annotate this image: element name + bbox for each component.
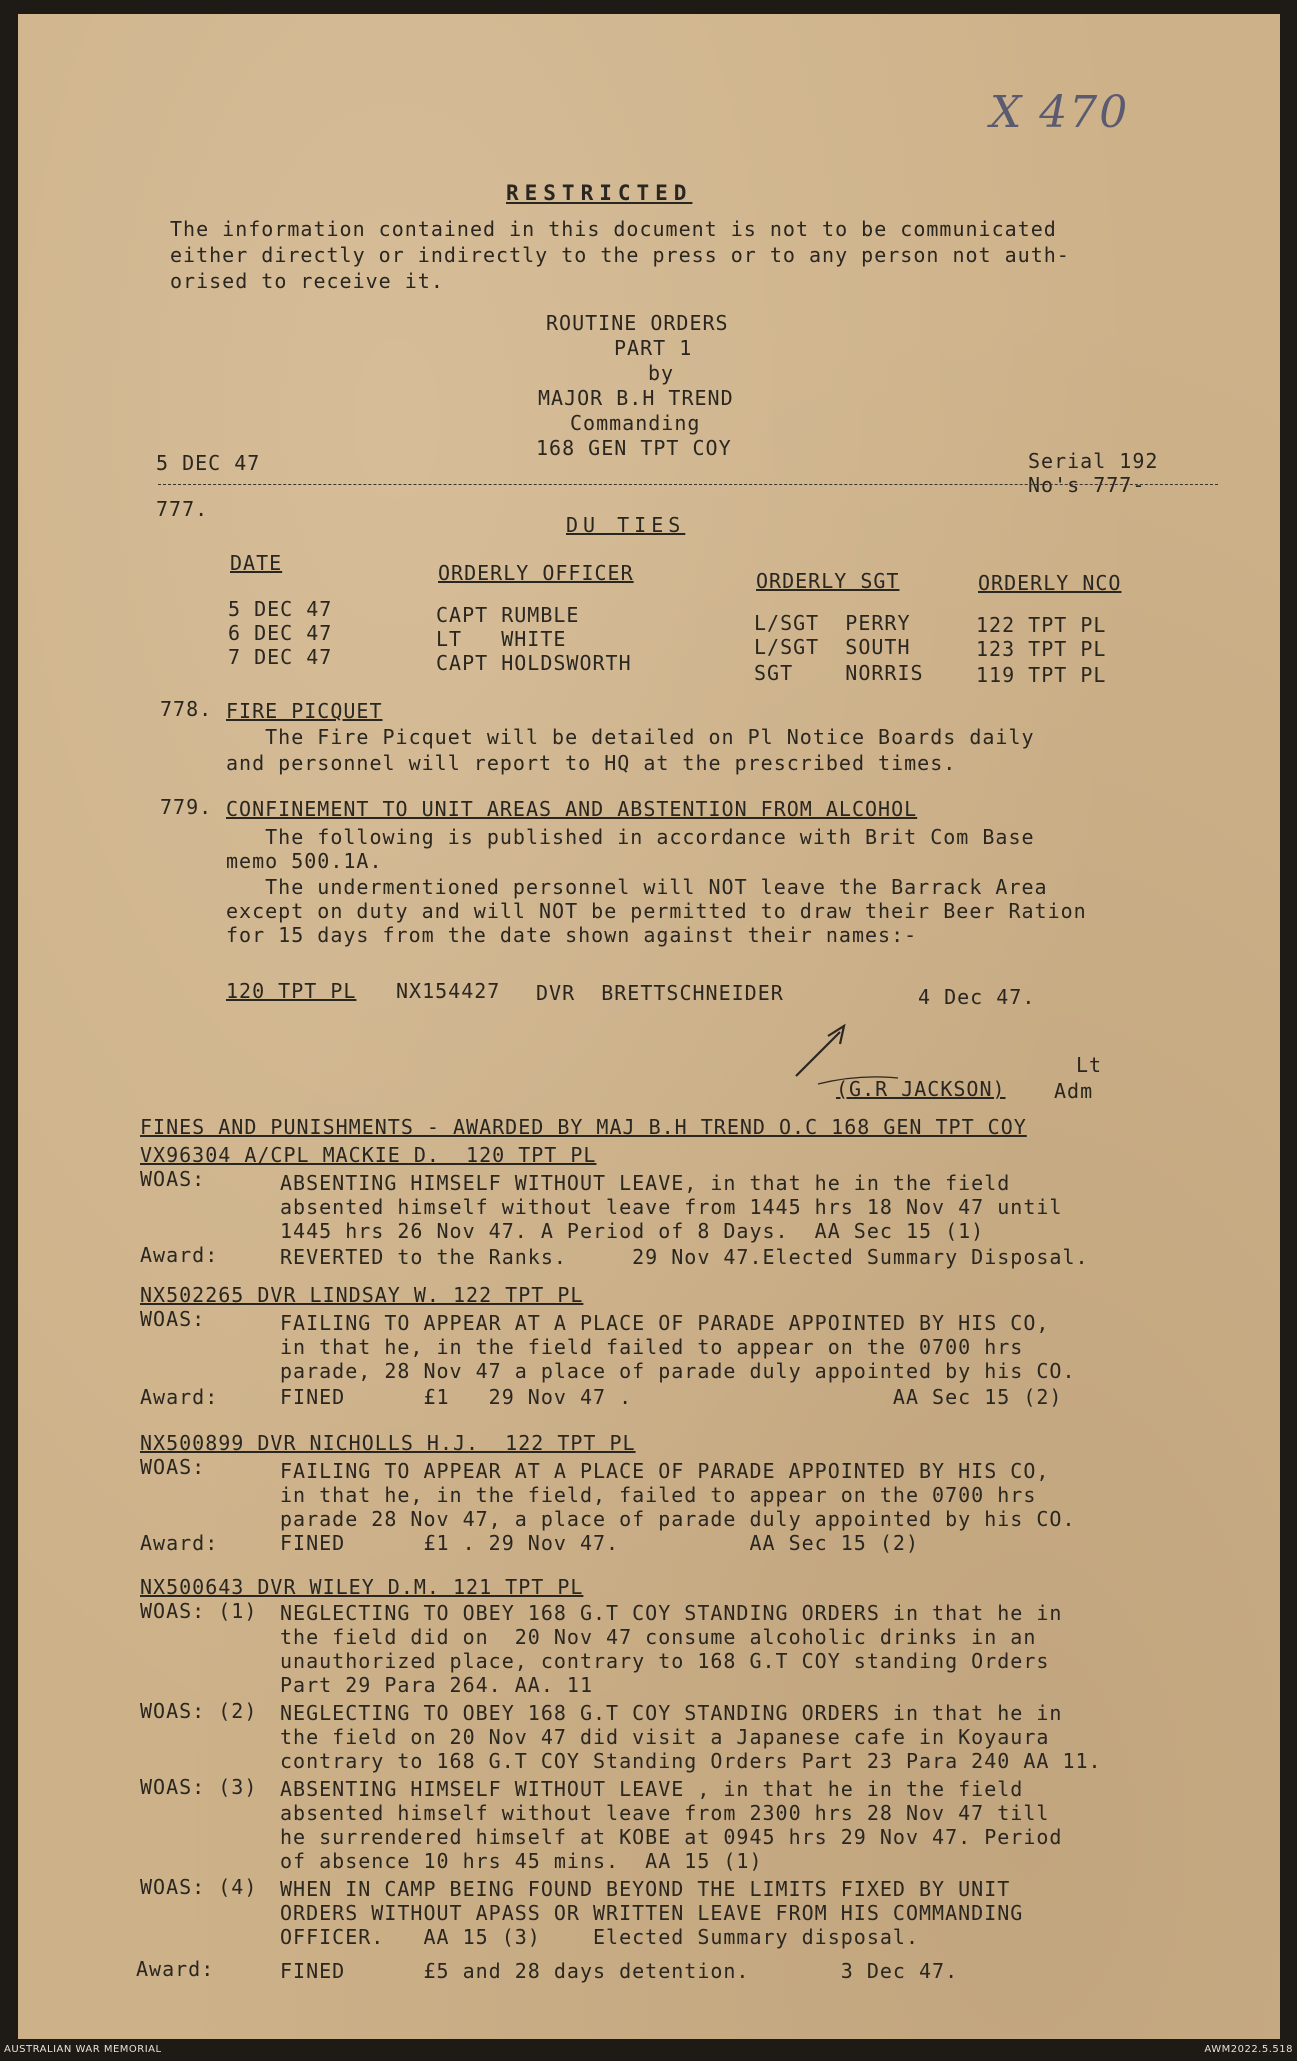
duty-officer: LT WHITE	[436, 627, 567, 651]
confinement-line: The undermentioned personnel will NOT leave the Barrack Area	[226, 875, 1048, 899]
confinement-line: for 15 days from the date shown against their names:-	[226, 923, 918, 947]
case-text: of absence 10 hrs 45 mins. AA 15 (1)	[280, 1849, 763, 1873]
case-text: 1445 hrs 26 Nov 47. A Period of 8 Days. AA Sec 15 (1)	[280, 1219, 985, 1243]
fines-title: FINES AND PUNISHMENTS - AWARDED BY MAJ B.H TREND O.C 168 GEN TPT COY	[140, 1115, 1027, 1139]
case-text: FINED £1 . 29 Nov 47. AA Sec 15 (2)	[280, 1531, 920, 1555]
case-header: NX500643 DVR WILEY D.M. 121 TPT PL	[140, 1575, 584, 1599]
handwritten-reference: X 470	[990, 87, 1130, 138]
caveat-line-3: orised to receive it.	[170, 269, 444, 293]
case-label: WOAS: (3)	[140, 1775, 258, 1799]
case-label: WOAS: (4)	[140, 1875, 258, 1899]
case-label: Award:	[140, 1531, 219, 1555]
case-text: ABSENTING HIMSELF WITHOUT LEAVE, in that he in the field	[280, 1171, 1011, 1195]
confinement-rank-name: DVR BRETTSCHNEIDER	[536, 981, 784, 1005]
order-numbers: No's 777-	[1028, 473, 1146, 497]
case-label: WOAS: (2)	[140, 1699, 258, 1723]
case-text: the field on 20 Nov 47 did visit a Japanese cafe in Koyaura	[280, 1725, 1050, 1749]
duty-officer: CAPT RUMBLE	[436, 603, 580, 627]
caveat-line-1: The information contained in this document is not to be communicated	[170, 217, 1057, 241]
confinement-line: memo 500.1A.	[226, 849, 383, 873]
duty-date: 5 DEC 47	[228, 597, 333, 621]
duty-sgt: L/SGT PERRY	[754, 611, 911, 635]
signatory-rank: Lt	[1076, 1053, 1103, 1077]
confinement-service-number: NX154427	[396, 979, 501, 1003]
duty-nco: 123 TPT PL	[976, 637, 1107, 661]
confinement-line: except on duty and will NOT be permitted to draw their Beer Ration	[226, 899, 1087, 923]
duties-header-sgt: ORDERLY SGT	[756, 569, 900, 593]
orders-part: PART 1	[614, 336, 693, 360]
case-text: FINED £1 29 Nov 47 . AA Sec 15 (2)	[280, 1385, 1063, 1409]
confinement-unit: 120 TPT PL	[226, 979, 357, 1003]
case-text: FINED £5 and 28 days detention. 3 Dec 47.	[280, 1959, 959, 1983]
confinement-number: 779.	[160, 795, 213, 819]
duties-title: DU TIES	[566, 513, 686, 537]
confinement-title: CONFINEMENT TO UNIT AREAS AND ABSTENTION FROM ALCOHOL	[226, 797, 918, 821]
orders-title: ROUTINE ORDERS	[546, 311, 729, 335]
duty-date: 7 DEC 47	[228, 645, 333, 669]
case-text: FAILING TO APPEAR AT A PLACE OF PARADE APPOINTED BY HIS CO,	[280, 1459, 1050, 1483]
case-text: the field did on 20 Nov 47 consume alcoholic drinks in an	[280, 1625, 1037, 1649]
case-label: WOAS:	[140, 1167, 206, 1191]
case-label: WOAS:	[140, 1455, 206, 1479]
duty-nco: 119 TPT PL	[976, 663, 1107, 687]
duties-header-officer: ORDERLY OFFICER	[438, 561, 634, 585]
signatory-appointment: Adm	[1054, 1079, 1094, 1103]
orders-by: by	[648, 361, 675, 385]
case-label: WOAS:	[140, 1307, 206, 1331]
document-page	[18, 14, 1280, 2039]
case-label: Award:	[136, 1957, 215, 1981]
case-text: WHEN IN CAMP BEING FOUND BEYOND THE LIMITS FIXED BY UNIT	[280, 1877, 1011, 1901]
duty-nco: 122 TPT PL	[976, 613, 1107, 637]
commanding-officer: MAJOR B.H TREND	[538, 386, 734, 410]
duties-header-date: DATE	[230, 551, 283, 575]
case-text: contrary to 168 G.T COY Standing Orders Part 23 Para 240 AA 11.	[280, 1749, 1102, 1773]
case-text: NEGLECTING TO OBEY 168 G.T COY STANDING ORDERS in that he in	[280, 1701, 1063, 1725]
case-text: parade, 28 Nov 47 a place of parade duly appointed by his CO.	[280, 1359, 1076, 1383]
case-label: WOAS: (1)	[140, 1599, 258, 1623]
order-date: 5 DEC 47	[156, 451, 261, 475]
caveat-line-2: either directly or indirectly to the press or to any person not auth-	[170, 243, 1070, 267]
signatory-name: (G.R JACKSON)	[836, 1077, 1006, 1101]
section-divider	[158, 484, 1218, 485]
classification-heading: RESTRICTED	[506, 181, 693, 205]
archive-footer	[0, 2039, 1297, 2061]
case-text: OFFICER. AA 15 (3) Elected Summary disposal.	[280, 1925, 920, 1949]
case-header: NX500899 DVR NICHOLLS H.J. 122 TPT PL	[140, 1431, 636, 1455]
fire-picquet-line: The Fire Picquet will be detailed on Pl Notice Boards daily	[226, 725, 1035, 749]
case-text: ORDERS WITHOUT APASS OR WRITTEN LEAVE FROM HIS COMMANDING	[280, 1901, 1024, 1925]
case-text: NEGLECTING TO OBEY 168 G.T COY STANDING ORDERS in that he in	[280, 1601, 1063, 1625]
duties-number: 777.	[156, 497, 209, 521]
case-text: FAILING TO APPEAR AT A PLACE OF PARADE APPOINTED BY HIS CO,	[280, 1311, 1050, 1335]
case-text: ABSENTING HIMSELF WITHOUT LEAVE , in that he in the field	[280, 1777, 1024, 1801]
serial-number: Serial 192	[1028, 449, 1159, 473]
case-text: absented himself without leave from 2300 hrs 28 Nov 47 till	[280, 1801, 1050, 1825]
confinement-line: The following is published in accordance with Brit Com Base	[226, 825, 1035, 849]
unit-name: 168 GEN TPT COY	[536, 436, 732, 460]
case-text: absented himself without leave from 1445 hrs 18 Nov 47 until	[280, 1195, 1063, 1219]
confinement-date: 4 Dec 47.	[918, 985, 1036, 1009]
duty-sgt: L/SGT SOUTH	[754, 635, 911, 659]
case-header: VX96304 A/CPL MACKIE D. 120 TPT PL	[140, 1143, 597, 1167]
archive-reference: AWM2022.5.518	[1204, 2044, 1293, 2055]
case-label: Award:	[140, 1243, 219, 1267]
archive-name: AUSTRALIAN WAR MEMORIAL	[4, 2044, 162, 2055]
duty-officer: CAPT HOLDSWORTH	[436, 651, 632, 675]
case-text: REVERTED to the Ranks. 29 Nov 47.Elected Summary Disposal.	[280, 1245, 1089, 1269]
fire-picquet-title: FIRE PICQUET	[226, 699, 383, 723]
fire-picquet-line: and personnel will report to HQ at the prescribed times.	[226, 751, 957, 775]
case-text: he surrendered himself at KOBE at 0945 hrs 29 Nov 47. Period	[280, 1825, 1063, 1849]
case-text: in that he, in the field, failed to appear on the 0700 hrs	[280, 1483, 1037, 1507]
case-header: NX502265 DVR LINDSAY W. 122 TPT PL	[140, 1283, 584, 1307]
commanding-role: Commanding	[570, 411, 701, 435]
case-text: Part 29 Para 264. AA. 11	[280, 1673, 593, 1697]
fire-picquet-number: 778.	[160, 697, 213, 721]
duties-header-nco: ORDERLY NCO	[978, 571, 1122, 595]
case-text: parade 28 Nov 47, a place of parade duly appointed by his CO.	[280, 1507, 1076, 1531]
duty-date: 6 DEC 47	[228, 621, 333, 645]
case-text: in that he, in the field failed to appear on the 0700 hrs	[280, 1335, 1024, 1359]
case-text: unauthorized place, contrary to 168 G.T COY standing Orders	[280, 1649, 1050, 1673]
case-label: Award:	[140, 1385, 219, 1409]
duty-sgt: SGT NORRIS	[754, 661, 924, 685]
